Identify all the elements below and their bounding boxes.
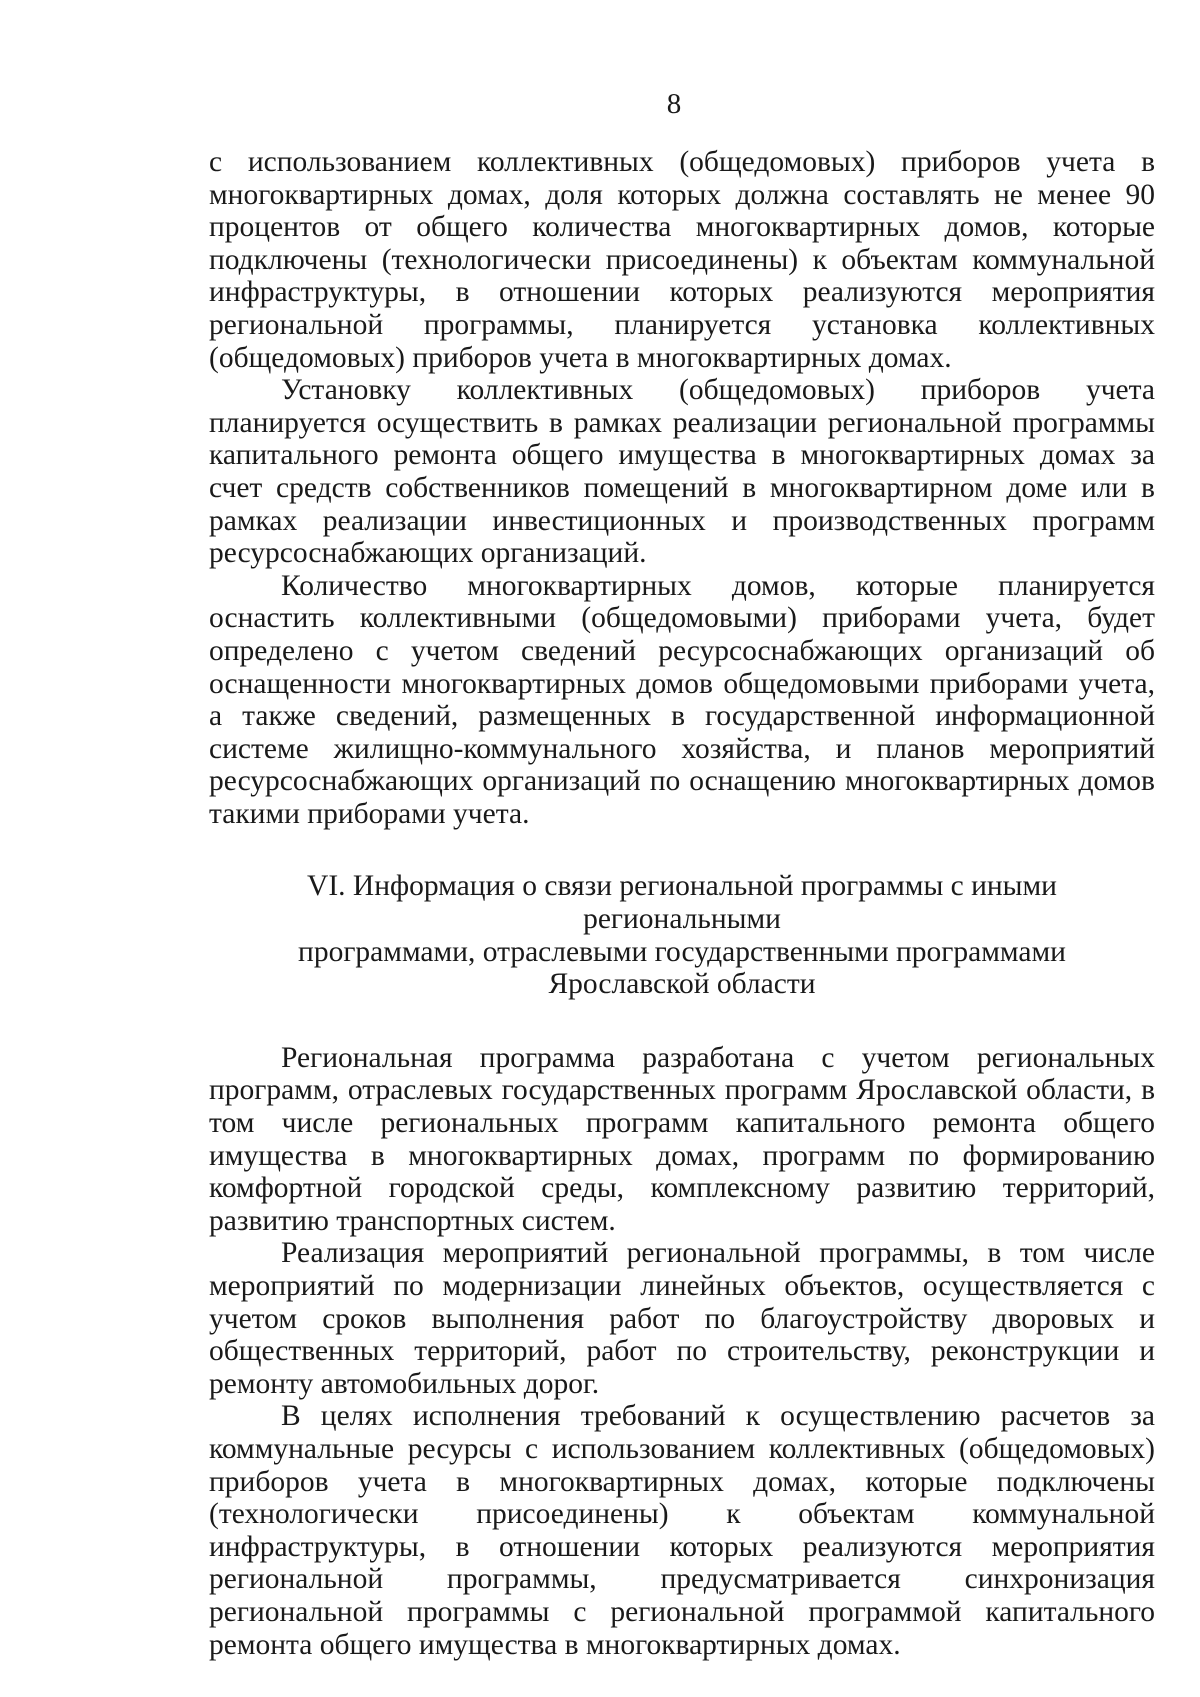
- paragraph-program-developed: Региональная программа разработана с учетом региональных программ, отраслевых государственных программ Ярославской области, в том числе региональных программ капитального ремонта общего имущества в многоквартирных домах, программ по формированию комфортной городской среды, комплексному развитию территорий, развитию транспортных систем.: [209, 1041, 1155, 1237]
- paragraph-quantity: Количество многоквартирных домов, которые планируется оснастить коллективными (общедомовыми) приборами учета, будет определено с учетом сведений ресурсоснабжающих организаций об оснащенности многоквартирных домов общедомовыми приборами учета, а также сведений, размещенных в государственной информационной системе жилищно-коммунального хозяйства, и планов мероприятий ресурсоснабжающих организаций по оснащению многоквартирных домов такими приборами учета.: [209, 569, 1155, 830]
- paragraph-installation: Установку коллективных (общедомовых) приборов учета планируется осуществить в рамках реализации региональной программы капитального ремонта общего имущества в многоквартирных домах за счет средств собственников помещений в многоквартирном доме или в рамках реализации инвестиционных и производственных программ ресурсоснабжающих организаций.: [209, 374, 1155, 570]
- section-heading: [209, 870, 1155, 1000]
- section-heading-line-2: программами, отраслевыми государственными программами: [298, 935, 1066, 968]
- paragraph-continuation: с использованием коллективных (общедомовых) приборов учета в многоквартирных домах, доля которых должна составлять не менее 90 процентов от общего количества многоквартирных домов, которые подключены (технологически присоединены) к объектам коммунальной инфраструктуры, в отношении которых реализуются мероприятия региональной программы, планируется установка коллективных (общедомовых) приборов учета в многоквартирных домах.: [209, 146, 1155, 374]
- document-body: [209, 146, 1155, 1661]
- section-heading-line-3: Ярославской области: [548, 968, 816, 1001]
- section-heading-line-1: VI. Информация о связи региональной программы с иными региональными: [307, 870, 1057, 936]
- paragraph-synchronization: В целях исполнения требований к осуществлению расчетов за коммунальные ресурсы с использованием коллективных (общедомовых) приборов учета в многоквартирных домах, которые подключены (технологически присоединены) к объектам коммунальной инфраструктуры, в отношении которых реализуются мероприятия региональной программы, предусматривается синхронизация региональной программы с региональной программой капитального ремонта общего имущества в многоквартирных домах.: [209, 1400, 1155, 1661]
- paragraph-implementation: Реализация мероприятий региональной программы, в том числе мероприятий по модернизации линейных объектов, осуществляется с учетом сроков выполнения работ по благоустройству дворовых и общественных территорий, работ по строительству, реконструкции и ремонту автомобильных дорог.: [209, 1237, 1155, 1400]
- page-number: 8: [666, 88, 682, 120]
